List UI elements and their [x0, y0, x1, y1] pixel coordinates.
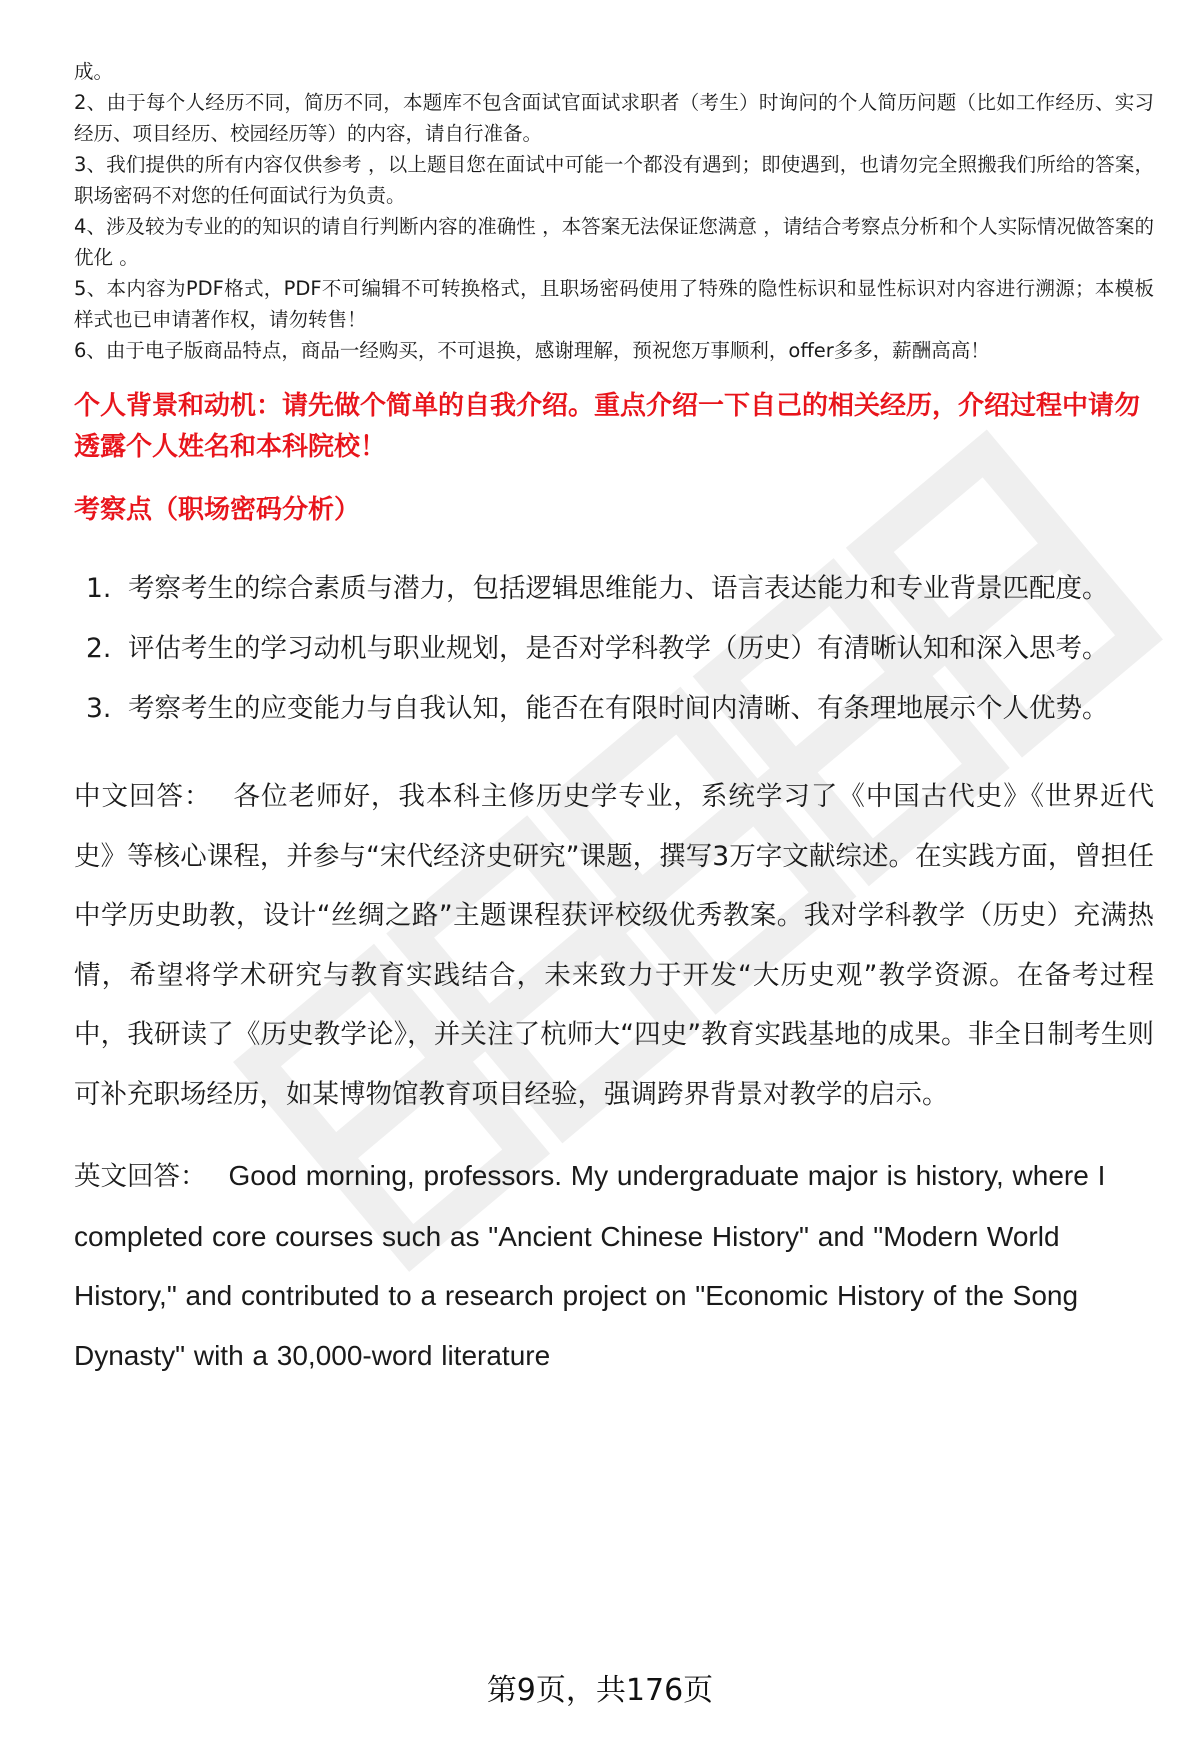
chinese-answer — [74, 767, 1154, 1124]
list-item-number: 1. — [86, 573, 112, 604]
chinese-answer-label: 中文回答： — [74, 781, 212, 812]
list-item-number: 3. — [86, 693, 112, 724]
assessment-points-heading: 考察点（职场密码分析） — [74, 495, 361, 525]
note-line: 3、我们提供的所有内容仅供参考 ，以上题目您在面试中可能一个都没有遇到；即使遇到，也请勿完全照搬我们所给的答案，职场密码不对您的任何面试行为负责。 — [74, 153, 1154, 207]
list-item-text: 考察考生的综合素质与潜力，包括逻辑思维能力、语言表达能力和专业背景匹配度。 — [128, 573, 1109, 604]
english-answer-label: 英文回答： — [74, 1161, 207, 1192]
note-line: 成。 — [74, 60, 114, 83]
list-item-text: 评估考生的学习动机与职业规划，是否对学科教学（历史）有清晰认知和深入思考。 — [128, 633, 1109, 664]
disclaimer-notes — [74, 56, 1154, 366]
english-answer-text: Good morning, professors. My undergraduate major is history, where I completed core courses such as "Ancient Chinese History" and "Modern World History," and contributed to a research project on "Economic History of the Song Dynasty" with a 30,000-word literature — [74, 1160, 1106, 1371]
note-line: 4、涉及较为专业的的知识的请自行判断内容的准确性 ，本答案无法保证您满意 ，请结合考察点分析和个人实际情况做答案的优化 。 — [74, 215, 1154, 269]
chinese-answer-text: 各位老师好，我本科主修历史学专业，系统学习了《中国古代史》《世界近代史》等核心课程，并参与“宋代经济史研究”课题，撰写3万字文献综述。在实践方面，曾担任中学历史助教，设计“丝绸之路”主题课程获评校级优秀教案。我对学科教学（历史）充满热情，希望将学术研究与教育实践结合，未来致力于开发“大历史观”教学资源。在备考过程中，我研读了《历史教学论》，并关注了杭师大“四史”教育实践基地的成果。非全日制考生则可补充职场经历，如某博物馆教育项目经验，强调跨界背景对教学的启示。 — [74, 781, 1155, 1110]
list-item — [74, 619, 1154, 679]
list-item — [74, 679, 1154, 739]
page-number-footer: 第9页，共176页 — [486, 1673, 714, 1708]
question-heading: 个人背景和动机：请先做个简单的自我介绍。重点介绍一下自己的相关经历，介绍过程中请勿透露个人姓名和本科院校！ — [74, 391, 1141, 462]
list-item-text: 考察考生的应变能力与自我认知，能否在有限时间内清晰、有条理地展示个人优势。 — [128, 693, 1109, 724]
note-line: 5、本内容为PDF格式，PDF不可编辑不可转换格式，且职场密码使用了特殊的隐性标识和显性标识对内容进行溯源；本模板样式也已申请著作权，请勿转售！ — [74, 277, 1154, 331]
page-content — [74, 56, 1154, 1385]
list-item-number: 2. — [86, 633, 112, 664]
english-answer — [74, 1146, 1154, 1385]
assessment-points-list — [74, 559, 1154, 739]
note-line: 6、由于电子版商品特点，商品一经购买，不可退换，感谢理解，预祝您万事顺利，offer多多，薪酬高高！ — [74, 339, 990, 362]
list-item — [74, 559, 1154, 619]
note-line: 2、由于每个人经历不同，简历不同，本题库不包含面试官面试求职者（考生）时询问的个人简历问题（比如工作经历、实习经历、项目经历、校园经历等）的内容，请自行准备。 — [74, 91, 1154, 145]
